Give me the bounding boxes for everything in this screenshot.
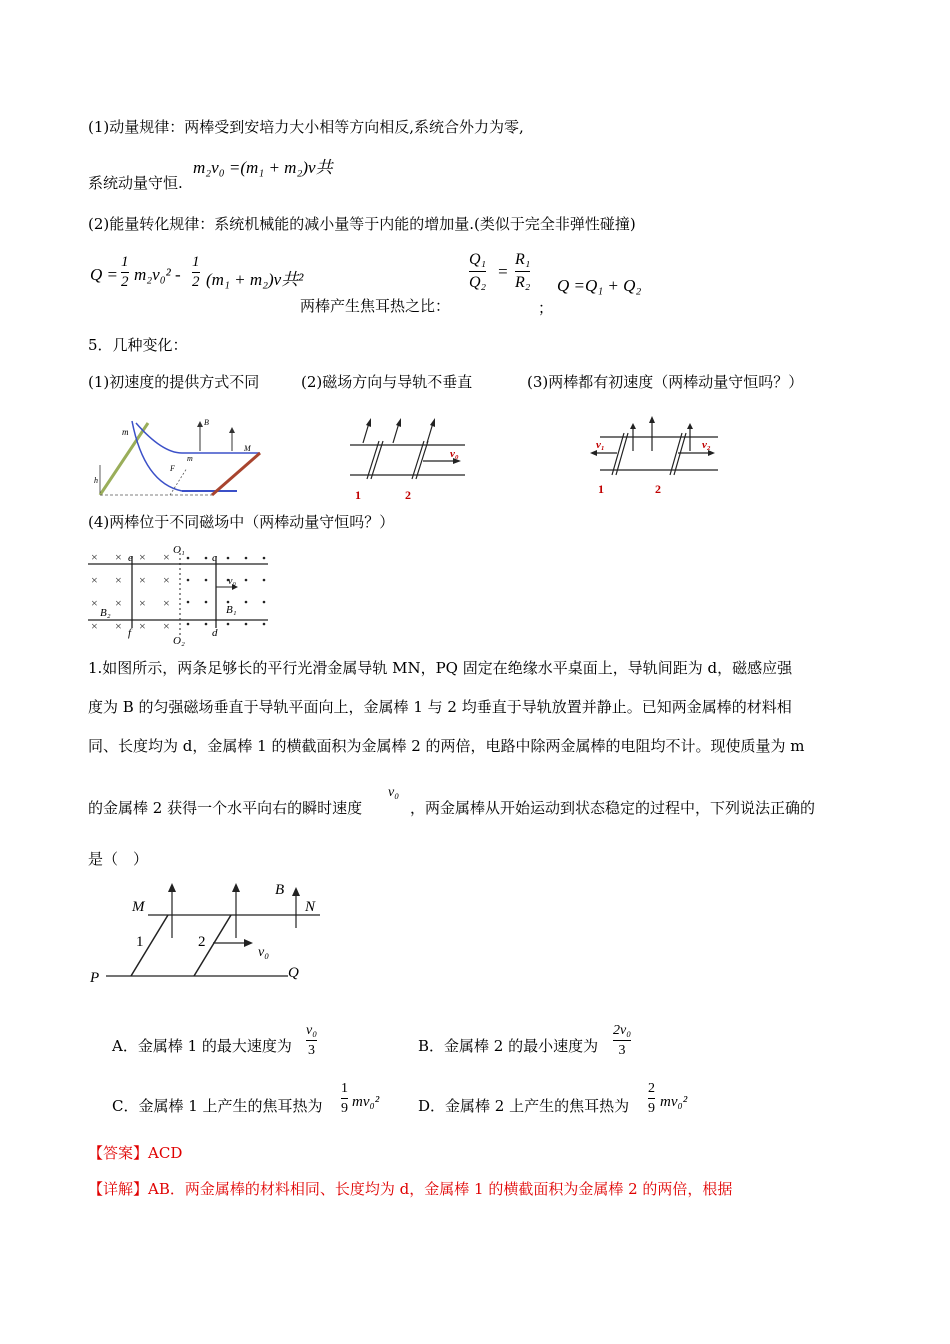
- energy-eq-q: Q =: [90, 265, 118, 284]
- qfig-N: N: [305, 899, 316, 915]
- option-A-den: 3: [308, 1043, 316, 1058]
- qfig-v0: v₀: [258, 945, 270, 960]
- answer-line: [88, 1143, 182, 1163]
- momentum-conserved-text: 系统动量守恒.: [88, 174, 183, 192]
- svg-text:×: ×: [91, 619, 98, 633]
- option-B-fraction: [613, 1022, 631, 1059]
- fig3-v1: v₁: [596, 439, 605, 451]
- variation-1: (1)初速度的提供方式不同: [88, 373, 260, 391]
- question-line-1: 1.如图所示，两条足够长的平行光滑金属导轨 MN，PQ 固定在绝缘水平桌面上，导轨间距为 d，磁感应强: [88, 659, 793, 677]
- half-fraction-1: [121, 254, 129, 291]
- momentum-equation: m₂v₀ =(m₁ + m₂)v共: [193, 158, 333, 177]
- svg-text:×: ×: [91, 596, 98, 610]
- svg-text:×: ×: [139, 596, 146, 610]
- fig1-m1: m: [122, 427, 129, 437]
- fig4-v0: v₀: [228, 576, 236, 587]
- option-D-den: 9: [648, 1101, 655, 1116]
- tilted-field-diagram: [345, 415, 480, 505]
- answer-label: 【答案】: [88, 1144, 149, 1162]
- question-line-3: 同、长度均为 d，金属棒 1 的横截面积为金属棒 2 的两倍，电路中除两金属棒的电阻均不计。现使质量为 m: [88, 737, 805, 755]
- question-line-5: 是（ ）: [88, 850, 149, 868]
- energy-eq-term1: m₂v₀² -: [134, 265, 181, 284]
- option-A-fraction: [306, 1022, 317, 1059]
- half-num: 1: [121, 254, 129, 270]
- half-fraction-2: [192, 254, 200, 291]
- svg-text:×: ×: [163, 619, 170, 633]
- ratio-r2: R₂: [515, 274, 531, 291]
- question-v0: v₀: [388, 785, 400, 800]
- fig3-n1: 1: [598, 482, 604, 496]
- fig1-F: F: [170, 464, 175, 473]
- option-D-text: D．金属棒 2 上产生的焦耳热为: [418, 1097, 630, 1115]
- ratio-semicolon: ；: [538, 299, 554, 317]
- option-B-text: B．金属棒 2 的最小速度为: [418, 1037, 599, 1055]
- ratio-r1: R₁: [515, 251, 531, 268]
- qfig-B: B: [275, 882, 285, 898]
- qfig-Q: Q: [288, 965, 299, 981]
- svg-text:×: ×: [163, 550, 170, 564]
- svg-text:×: ×: [115, 573, 122, 587]
- option-D-fraction: [648, 1080, 655, 1117]
- variations-title: 5．几种变化：: [88, 336, 188, 354]
- option-A-num: v₀: [306, 1023, 318, 1038]
- svg-text:×: ×: [91, 550, 98, 564]
- resistance-ratio-fraction: [515, 250, 530, 293]
- heat-ratio-fraction: [469, 250, 486, 293]
- ratio-q1: Q₁: [469, 251, 487, 268]
- detail-label: 【详解】: [88, 1180, 149, 1198]
- qfig-P: P: [90, 970, 100, 986]
- half-den: 2: [121, 274, 129, 290]
- energy-rule-text: (2)能量转化规律：系统机械能的减小量等于内能的增加量.(类似于完全非弹性碰撞): [88, 215, 636, 233]
- option-A-text: A．金属棒 1 的最大速度为: [112, 1037, 292, 1055]
- fig4-c: c: [212, 552, 217, 564]
- svg-text:×: ×: [115, 619, 122, 633]
- svg-text:×: ×: [91, 573, 98, 587]
- fig4-B1: B₁: [226, 604, 237, 616]
- half-den: 2: [192, 274, 200, 290]
- fig1-M: M: [244, 444, 251, 453]
- qfig-bar-1: 1: [136, 934, 144, 950]
- fig4-O2: O₂: [173, 635, 185, 647]
- option-C-tail: mv₀²: [352, 1094, 380, 1110]
- fig4-e: e: [128, 552, 133, 564]
- fig2-n1: 1: [355, 488, 361, 502]
- option-D-tail: mv₀²: [660, 1094, 688, 1110]
- variation-4: (4)两棒位于不同磁场中（两棒动量守恒吗？）: [88, 513, 395, 531]
- both-velocity-diagram: [590, 415, 725, 500]
- detail-line: [88, 1179, 732, 1199]
- fig2-v0: v₀: [450, 448, 459, 460]
- fig3-n2: 2: [655, 482, 661, 496]
- fig4-O1: O₁: [173, 544, 185, 556]
- svg-text:×: ×: [139, 619, 146, 633]
- detail-text: AB．两金属棒的材料相同、长度均为 d，金属棒 1 的横截面积为金属棒 2 的两倍，根据: [148, 1180, 733, 1198]
- question-line-4b: ，两金属棒从开始运动到状态稳定的过程中，下列说法正确的: [410, 799, 816, 817]
- svg-text:×: ×: [115, 596, 122, 610]
- momentum-rule-text: (1)动量规律：两棒受到安培力大小相等方向相反,系统合外力为零,: [88, 118, 524, 136]
- qfig-M: M: [132, 899, 145, 915]
- option-C-num: 1: [341, 1081, 348, 1096]
- half-num: 1: [192, 254, 200, 270]
- heat-ratio-label: 两棒产生焦耳热之比：: [300, 297, 451, 315]
- energy-eq-term2: (m₁ + m₂)v共²: [206, 270, 304, 289]
- fig1-B: B: [204, 418, 209, 427]
- svg-text:×: ×: [163, 596, 170, 610]
- option-C-text: C．金属棒 1 上产生的焦耳热为: [112, 1097, 323, 1115]
- fig1-m2: m: [187, 454, 193, 463]
- option-C-den: 9: [341, 1101, 348, 1116]
- svg-text:×: ×: [139, 573, 146, 587]
- question-rails-diagram: [88, 880, 328, 990]
- option-D-num: 2: [648, 1081, 655, 1096]
- variation-3: (3)两棒都有初速度（两棒动量守恒吗？）: [527, 373, 804, 391]
- fig3-v2: v₂: [702, 439, 711, 451]
- question-line-2: 度为 B 的匀强磁场垂直于导轨平面向上，金属棒 1 与 2 均垂直于导轨放置并静止。已知两金属棒的材料相: [88, 698, 792, 716]
- two-fields-diagram: [88, 540, 273, 645]
- fig4-f: f: [128, 627, 132, 639]
- svg-text:×: ×: [163, 573, 170, 587]
- fig4-d: d: [212, 627, 218, 639]
- qfig-bar-2: 2: [198, 934, 206, 950]
- curved-track-diagram: [92, 413, 277, 503]
- svg-text:×: ×: [115, 550, 122, 564]
- option-B-den: 3: [618, 1043, 626, 1058]
- ratio-q2: Q₂: [469, 274, 487, 291]
- option-C-fraction: [341, 1080, 348, 1117]
- answer-value: ACD: [148, 1144, 183, 1162]
- ratio-equals: =: [497, 262, 509, 281]
- option-B-num: 2v₀: [613, 1023, 632, 1038]
- fig1-h: h: [94, 476, 98, 485]
- svg-text:×: ×: [139, 550, 146, 564]
- variation-2: (2)磁场方向与导轨不垂直: [301, 373, 473, 391]
- question-line-4a: 的金属棒 2 获得一个水平向右的瞬时速度: [88, 799, 363, 817]
- total-heat-equation: Q =Q₁ + Q₂: [557, 276, 642, 295]
- fig4-B2: B₂: [100, 607, 111, 619]
- fig2-n2: 2: [405, 488, 411, 502]
